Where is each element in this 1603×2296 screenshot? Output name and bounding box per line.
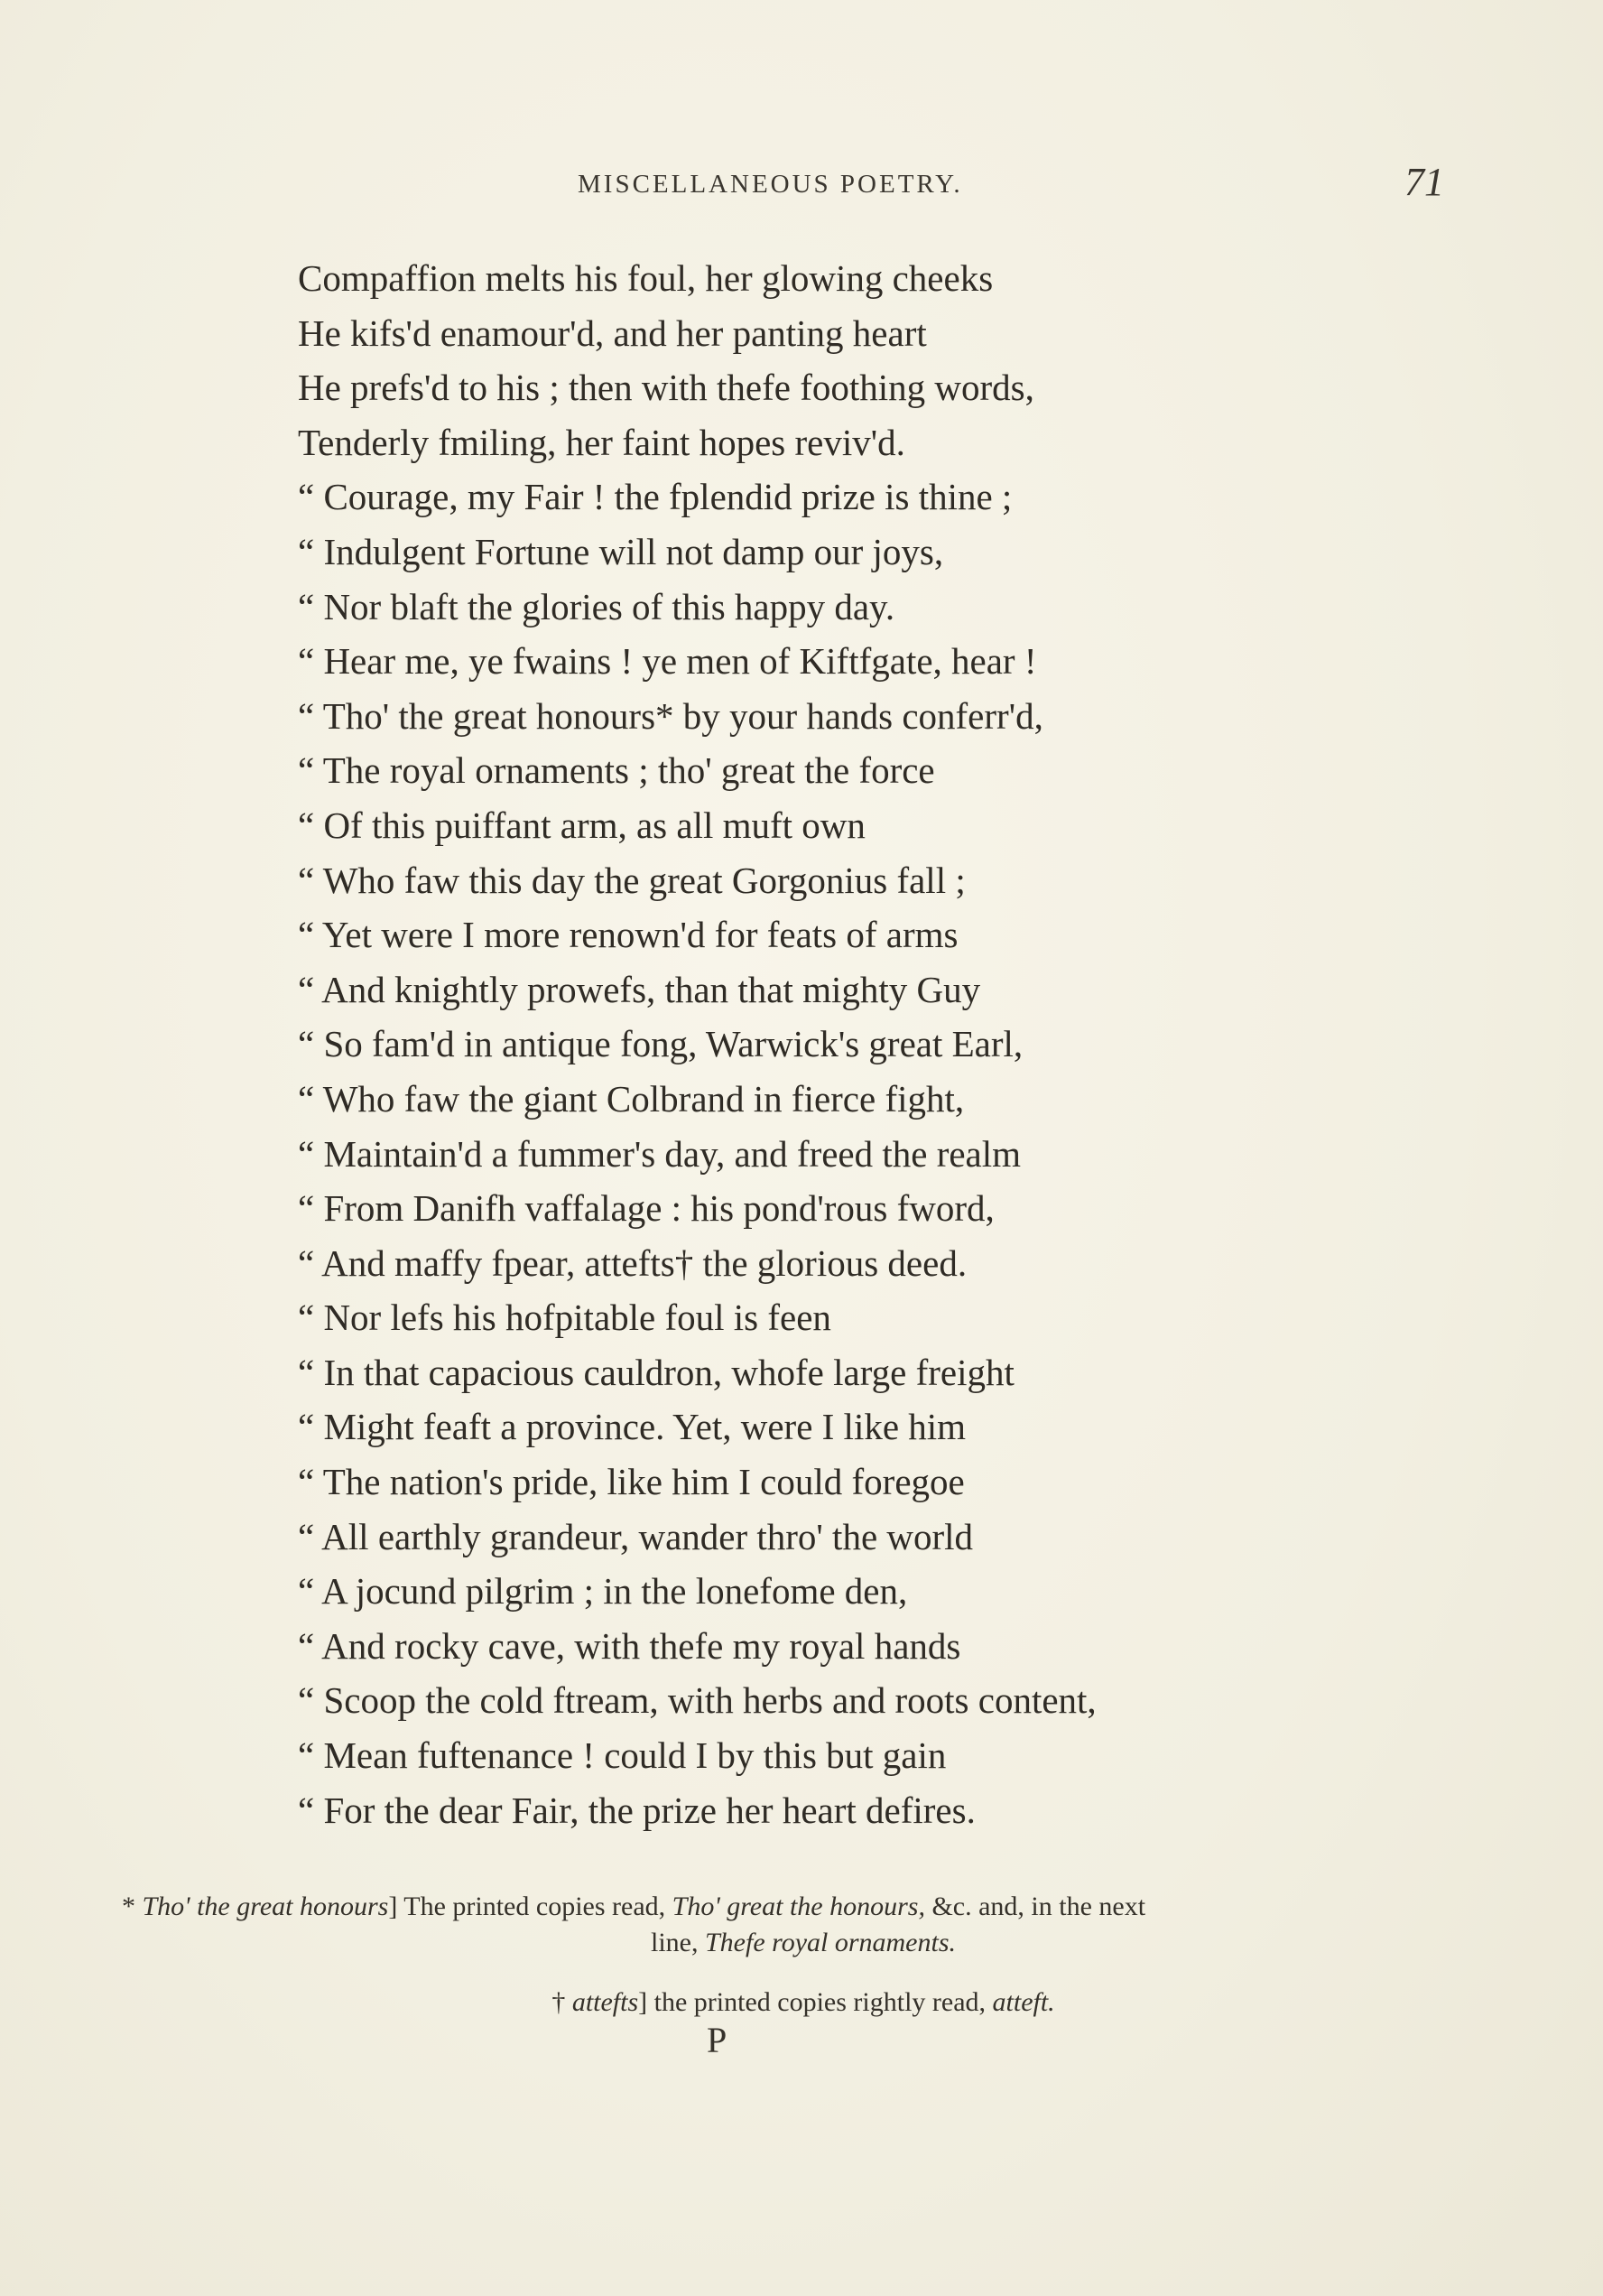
footnote-text: &c. and, in the next (931, 1892, 1146, 1921)
footnote-ref: attefts (571, 1987, 639, 2017)
poem-line: “ All earthly grandeur, wander thro' the world (298, 1515, 974, 1557)
poem-line: “ So fam'd in antique fong, Warwick's great Earl, (298, 1023, 1024, 1065)
poem-line: “ And rocky cave, with thefe my royal hands (298, 1624, 961, 1667)
footnote-1 (122, 1889, 1485, 1961)
poem-line: Tenderly fmiling, her faint hopes reviv'd. (298, 421, 905, 463)
poem-line: Compaffion melts his foul, her glowing cheeks (298, 257, 994, 299)
poem-line: “ Hear me, ye fwains ! ye men of Kiftfgate, hear ! (298, 640, 1037, 683)
poem-line: “ Yet were I more renown'd for feats of arms (298, 914, 959, 956)
poem-line: He prefs'd to his ; then with thefe foothing words, (298, 367, 1034, 409)
poem-line: “ Tho' the great honours* by your hands conferr'd, (298, 694, 1043, 737)
poem-line: “ Nor blaft the glories of this happy day. (298, 585, 895, 627)
poem-line: “ Who faw this day the great Gorgonius fall ; (298, 859, 966, 901)
footnotes (122, 1889, 1485, 2021)
poem-line: “ The royal ornaments ; tho' great the force (298, 749, 935, 792)
page-number: 71 (1404, 160, 1444, 204)
footnote-quote: Tho' great the honours, (672, 1892, 925, 1921)
footnote-quote: atteft. (992, 1987, 1055, 2017)
footnote-marker: * (122, 1892, 135, 1921)
footnote-2 (122, 1985, 1485, 2021)
running-head: MISCELLANEOUS POETRY. (578, 170, 963, 199)
footnote-text: ] the printed copies rightly read, (638, 1987, 987, 2017)
poem-line: “ Mean fuftenance ! could I by this but gain (298, 1734, 947, 1777)
poem-text (298, 251, 1336, 1837)
footnote-marker: † (551, 1987, 566, 2017)
footnote-text: ] The printed copies read, (388, 1892, 666, 1921)
poem-line: “ Scoop the cold ftream, with herbs and roots content, (298, 1679, 1097, 1722)
footnote-ref: Tho' the great honours (142, 1892, 389, 1921)
poem-line: “ From Danifh vaffalage : his pond'rous fword, (298, 1187, 995, 1230)
footnote-text: line, (650, 1928, 699, 1957)
poem-line: “ Maintain'd a fummer's day, and freed the realm (298, 1132, 1022, 1175)
poem-line: “ For the dear Fair, the prize her heart defires. (298, 1789, 976, 1831)
poem-line: “ And maffy fpear, attefts† the glorious deed. (298, 1241, 968, 1284)
signature-mark: P (707, 2020, 727, 2060)
footnote-continuation (122, 1925, 1485, 1961)
poem-line: “ A jocund pilgrim ; in the lonefome den, (298, 1570, 908, 1613)
poem-line: “ Indulgent Fortune will not damp our joys, (298, 530, 944, 572)
poem-line: “ Courage, my Fair ! the fplendid prize is thine ; (298, 476, 1013, 518)
poem-line: “ In that capacious cauldron, whofe large freight (298, 1351, 1015, 1393)
footnote-quote: Thefe royal ornaments. (704, 1928, 957, 1957)
poem-line: “ Who faw the giant Colbrand in fierce fight, (298, 1077, 965, 1120)
poem-line: “ The nation's pride, like him I could foregoe (298, 1461, 965, 1503)
poem-line: “ Nor lefs his hofpitable foul is feen (298, 1297, 831, 1339)
poem-line: He kifs'd enamour'd, and her panting heart (298, 311, 927, 354)
poem-line: “ Of this puiffant arm, as all muft own (298, 804, 866, 846)
poem-line: “ And knightly prowefs, than that mighty Guy (298, 968, 981, 1010)
poem-line: “ Might feaft a province. Yet, were I like him (298, 1406, 967, 1448)
